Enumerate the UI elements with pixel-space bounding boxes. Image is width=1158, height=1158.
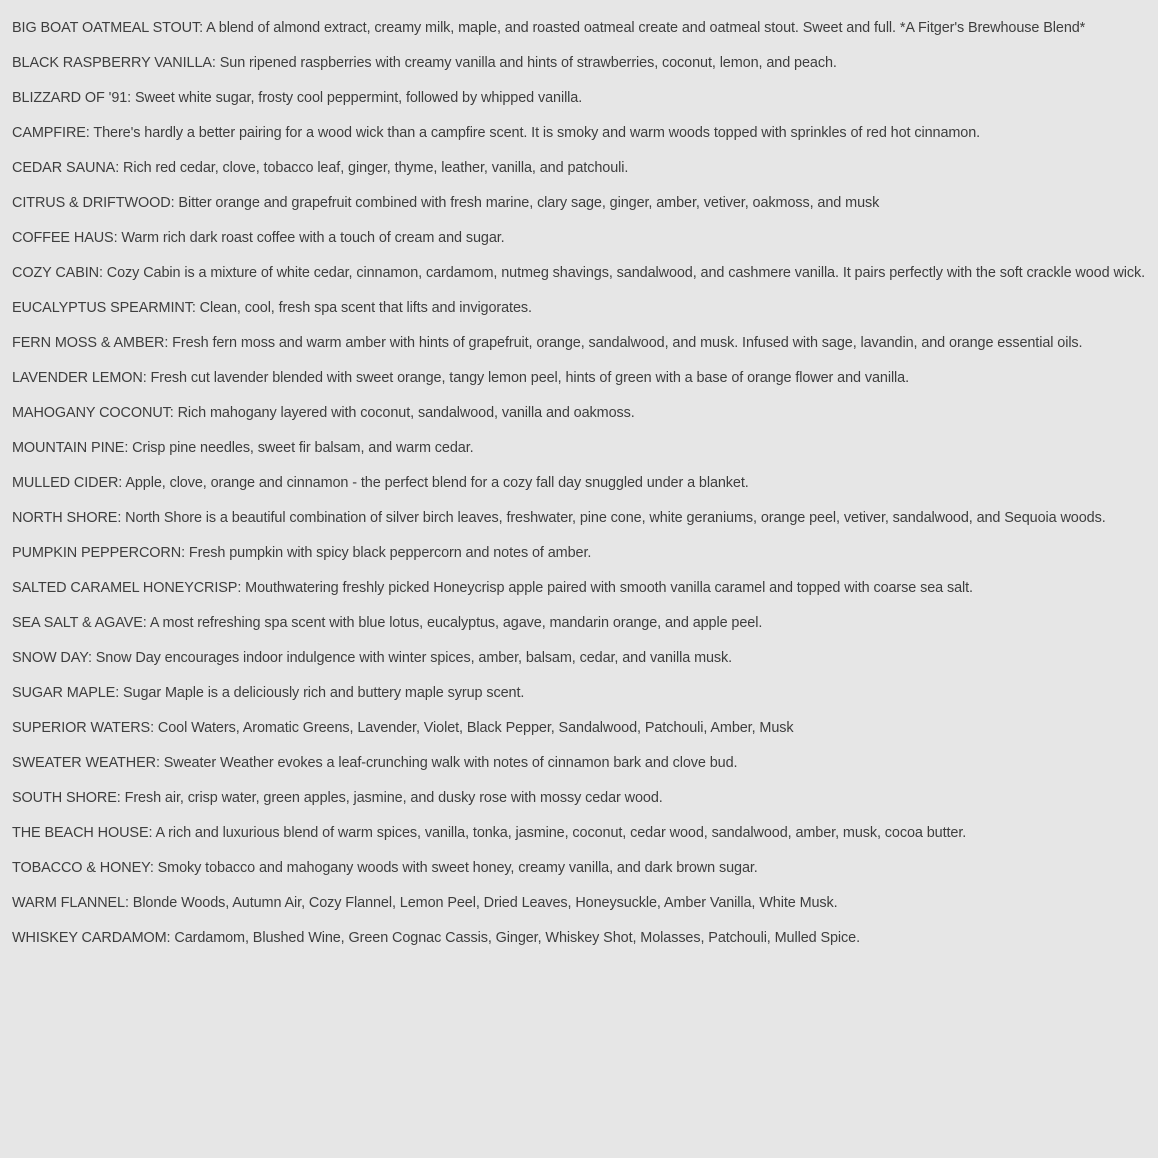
- list-item: THE BEACH HOUSE: A rich and luxurious blend of warm spices, vanilla, tonka, jasmine, coconut, cedar wood, sandalwood, amber, musk, cocoa butter.: [12, 825, 967, 841]
- list-item: WHISKEY CARDAMOM: Cardamom, Blushed Wine, Green Cognac Cassis, Ginger, Whiskey Shot, Molasses, Patchouli, Mulled Spice.: [12, 930, 860, 946]
- list-item: COZY CABIN: Cozy Cabin is a mixture of white cedar, cinnamon, cardamom, nutmeg shavings, sandalwood, and cashmere vanilla. It pairs perfectly with the soft crackle wood wick.: [12, 265, 1146, 281]
- list-item: FERN MOSS & AMBER: Fresh fern moss and warm amber with hints of grapefruit, orange, sandalwood, and musk. Infused with sage, lavandin, and orange essential oils.: [12, 335, 1083, 351]
- list-item: MULLED CIDER: Apple, clove, orange and cinnamon - the perfect blend for a cozy fall day snuggled under a blanket.: [12, 475, 749, 491]
- list-item: BLACK RASPBERRY VANILLA: Sun ripened raspberries with creamy vanilla and hints of strawberries, coconut, lemon, and peach.: [12, 55, 837, 71]
- list-item: MOUNTAIN PINE: Crisp pine needles, sweet fir balsam, and warm cedar.: [12, 440, 474, 456]
- list-item: SUPERIOR WATERS: Cool Waters, Aromatic Greens, Lavender, Violet, Black Pepper, Sandalwood, Patchouli, Amber, Musk: [12, 720, 794, 736]
- list-item: BLIZZARD OF '91: Sweet white sugar, frosty cool peppermint, followed by whipped vanilla.: [12, 90, 583, 106]
- scent-list: [12, 17, 1158, 962]
- list-item: NORTH SHORE: North Shore is a beautiful combination of silver birch leaves, freshwater, pine cone, white geraniums, orange peel, vetiver, sandalwood, and Sequoia woods.: [12, 510, 1106, 526]
- list-item: EUCALYPTUS SPEARMINT: Clean, cool, fresh spa scent that lifts and invigorates.: [12, 300, 532, 316]
- list-item: WARM FLANNEL: Blonde Woods, Autumn Air, Cozy Flannel, Lemon Peel, Dried Leaves, Honeysuckle, Amber Vanilla, White Musk.: [12, 895, 838, 911]
- list-item: SUGAR MAPLE: Sugar Maple is a deliciously rich and buttery maple syrup scent.: [12, 685, 525, 701]
- list-item: TOBACCO & HONEY: Smoky tobacco and mahogany woods with sweet honey, creamy vanilla, and dark brown sugar.: [12, 860, 758, 876]
- list-item: SOUTH SHORE: Fresh air, crisp water, green apples, jasmine, and dusky rose with mossy cedar wood.: [12, 790, 663, 806]
- list-item: SWEATER WEATHER: Sweater Weather evokes a leaf-crunching walk with notes of cinnamon bark and clove bud.: [12, 755, 738, 771]
- list-item: CAMPFIRE: There's hardly a better pairing for a wood wick than a campfire scent. It is smoky and warm woods topped with sprinkles of red hot cinnamon.: [12, 125, 981, 141]
- list-item: BIG BOAT OATMEAL STOUT: A blend of almond extract, creamy milk, maple, and roasted oatmeal create and oatmeal stout. Sweet and full. *A Fitger's Brewhouse Blend*: [12, 20, 1086, 36]
- list-item: CEDAR SAUNA: Rich red cedar, clove, tobacco leaf, ginger, thyme, leather, vanilla, and patchouli.: [12, 160, 629, 176]
- list-item: SEA SALT & AGAVE: A most refreshing spa scent with blue lotus, eucalyptus, agave, mandarin orange, and apple peel.: [12, 615, 763, 631]
- list-item: LAVENDER LEMON: Fresh cut lavender blended with sweet orange, tangy lemon peel, hints of green with a base of orange flower and vanilla.: [12, 370, 909, 386]
- list-item: PUMPKIN PEPPERCORN: Fresh pumpkin with spicy black peppercorn and notes of amber.: [12, 545, 592, 561]
- list-item: SNOW DAY: Snow Day encourages indoor indulgence with winter spices, amber, balsam, cedar, and vanilla musk.: [12, 650, 733, 666]
- list-item: SALTED CARAMEL HONEYCRISP: Mouthwatering freshly picked Honeycrisp apple paired with smooth vanilla caramel and topped with coarse sea salt.: [12, 580, 973, 596]
- list-item: COFFEE HAUS: Warm rich dark roast coffee with a touch of cream and sugar.: [12, 230, 505, 246]
- list-item: CITRUS & DRIFTWOOD: Bitter orange and grapefruit combined with fresh marine, clary sage, ginger, amber, vetiver, oakmoss, and musk: [12, 195, 880, 211]
- list-item: MAHOGANY COCONUT: Rich mahogany layered with coconut, sandalwood, vanilla and oakmoss.: [12, 405, 635, 421]
